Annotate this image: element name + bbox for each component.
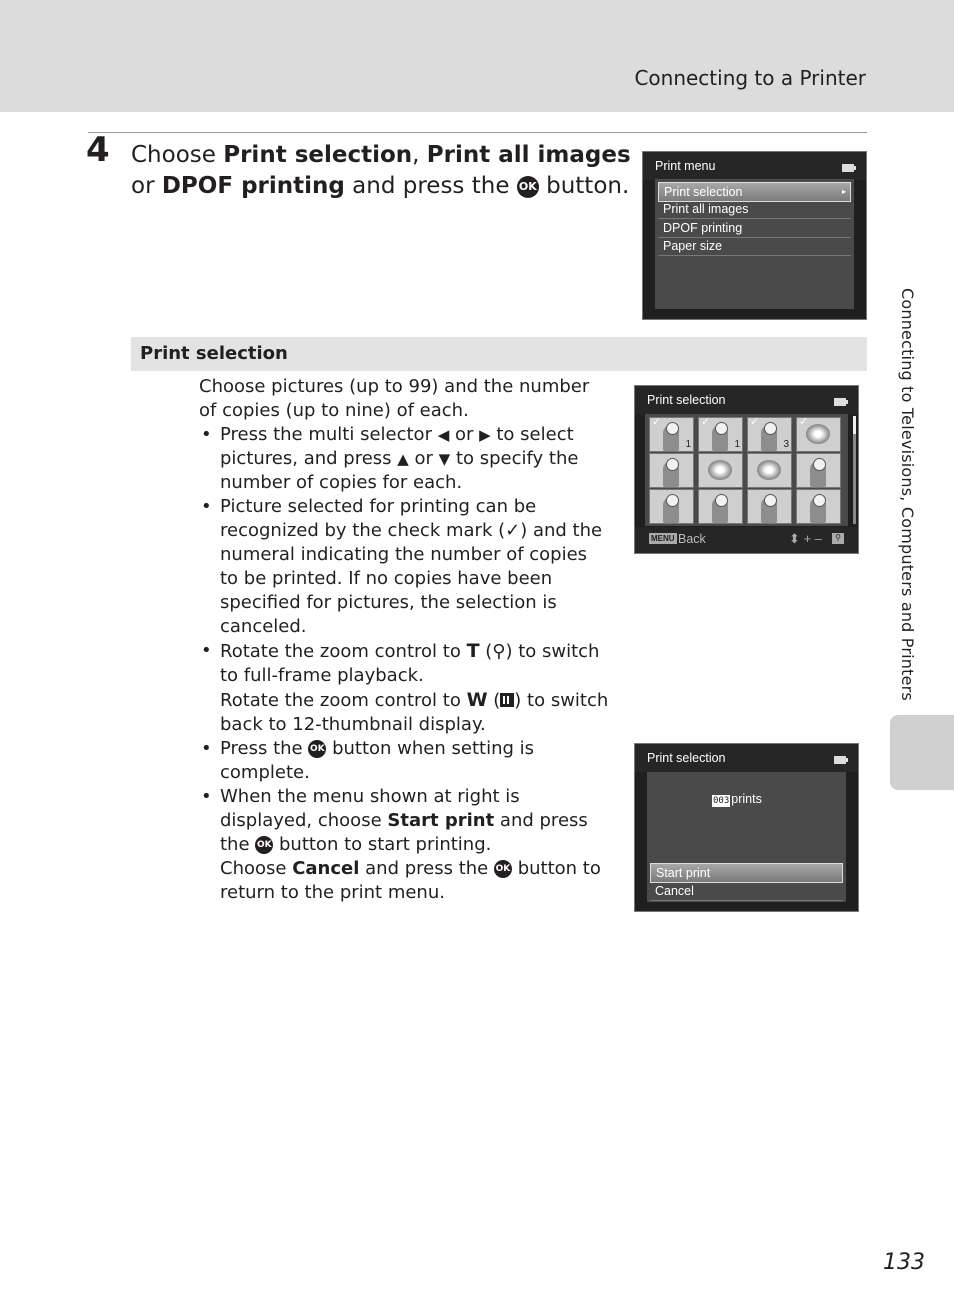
thumbnail[interactable] xyxy=(796,453,841,488)
arrow-right-icon: ▸ xyxy=(841,187,846,196)
menu-item-print-selection[interactable]: Print selection ▸ xyxy=(658,182,851,202)
battery-icon xyxy=(834,398,846,406)
check-mark-icon: ✓ xyxy=(505,520,521,541)
person-head xyxy=(813,458,826,471)
thumbnail[interactable] xyxy=(649,489,694,524)
subsection-heading: Print selection xyxy=(140,343,288,364)
thumbnail[interactable] xyxy=(747,489,792,524)
section-title: Connecting to a Printer xyxy=(634,66,866,90)
start-print-screen xyxy=(634,743,859,912)
screen-title: Print menu xyxy=(655,159,716,173)
list-item: • Rotate the zoom control to T (⚲) to switch to full-frame playback. Rotate the zoom control to W ( ) to switch back to 12-thumbnail display. xyxy=(199,639,609,737)
thumbnail[interactable] xyxy=(698,417,743,452)
thumbnail-icon xyxy=(500,693,514,707)
back-label: Back xyxy=(678,532,706,546)
list-item: • Picture selected for printing can be recognized by the check mark (✓) and the numeral indicating the number of copies to be printed. If no copies have been specified for pictures, the selection is canceled. xyxy=(199,495,609,639)
battery-icon xyxy=(842,164,854,172)
side-tab xyxy=(890,715,954,790)
copy-count: 3 xyxy=(783,439,789,450)
flower-image xyxy=(806,424,830,444)
instructions-body xyxy=(199,375,609,905)
ok-button-icon: OK xyxy=(255,836,273,854)
step-number: 4 xyxy=(86,130,110,170)
left-arrow-icon: ◀ xyxy=(437,426,450,444)
side-tab-label: Connecting to Televisions, Computers and Printers xyxy=(898,288,917,701)
zoom-icon: ⚲ xyxy=(832,533,844,544)
copy-count: 1 xyxy=(734,439,740,450)
person-head xyxy=(666,458,679,471)
zoom-w-label: W xyxy=(466,689,488,711)
print-selection-screen xyxy=(634,385,859,554)
person-head xyxy=(813,494,826,507)
thumbnail[interactable] xyxy=(649,417,694,452)
flower-image xyxy=(757,460,781,480)
menu-item-print-all-images[interactable]: Print all images xyxy=(658,200,851,219)
list-item: • Press the OK button when setting is complete. xyxy=(199,737,609,785)
menu-item-cancel[interactable]: Cancel xyxy=(650,882,843,901)
check-mark-icon: ✓ xyxy=(701,417,711,428)
person-head xyxy=(764,422,777,435)
person-head xyxy=(715,494,728,507)
flower-image xyxy=(708,460,732,480)
zoom-t-label: T xyxy=(466,640,480,662)
person-head xyxy=(764,494,777,507)
list-item: • Press the multi selector ◀ or ▶ to select pictures, and press ▲ or ▼ to specify the number of copies for each. xyxy=(199,423,609,495)
check-mark-icon: ✓ xyxy=(799,417,809,428)
list-item: • When the menu shown at right is displayed, choose Start print and press the OK button to start printing. Choose Cancel and press the OK button to return to the print menu. xyxy=(199,785,609,905)
ok-button-icon: OK xyxy=(494,860,512,878)
page-number: 133 xyxy=(883,1250,925,1275)
person-head xyxy=(666,422,679,435)
thumbnail[interactable] xyxy=(698,489,743,524)
menu-item-dpof-printing[interactable]: DPOF printing xyxy=(658,219,851,238)
person-head xyxy=(715,422,728,435)
subsection-heading-bar xyxy=(131,337,867,371)
battery-icon xyxy=(834,756,846,764)
ok-button-icon: OK xyxy=(308,740,326,758)
check-mark-icon: ✓ xyxy=(750,417,760,428)
prints-counter: 003 prints xyxy=(713,792,762,806)
menu-item-start-print[interactable]: Start print xyxy=(650,863,843,883)
updown-controls: ⬍ + – xyxy=(789,531,822,546)
magnify-icon: ⚲ xyxy=(492,641,506,662)
header-band xyxy=(0,0,954,112)
thumbnail[interactable] xyxy=(698,453,743,488)
thumbnail[interactable] xyxy=(796,417,841,452)
scrollbar[interactable] xyxy=(853,416,856,524)
thumbnail[interactable] xyxy=(649,453,694,488)
screen-title: Print selection xyxy=(647,751,726,765)
thumbnail[interactable] xyxy=(747,453,792,488)
intro-text: Choose pictures (up to 99) and the number of copies (up to nine) of each. xyxy=(199,376,590,421)
thumbnail[interactable] xyxy=(796,489,841,524)
screen-title: Print selection xyxy=(647,393,726,407)
thumbnail[interactable] xyxy=(747,417,792,452)
menu-button-icon: MENU xyxy=(651,534,675,543)
right-arrow-icon: ▶ xyxy=(479,426,491,444)
ok-button-icon: OK xyxy=(517,176,539,198)
divider xyxy=(88,132,867,133)
menu-item-paper-size[interactable]: Paper size xyxy=(658,237,851,256)
step-instruction: Choose Print selection, Print all images or DPOF printing and press the OK button. xyxy=(131,142,631,199)
check-mark-icon: ✓ xyxy=(652,417,662,428)
copy-count: 1 xyxy=(685,439,691,450)
person-head xyxy=(666,494,679,507)
up-arrow-icon: ▲ xyxy=(397,450,409,468)
down-arrow-icon: ▼ xyxy=(438,450,451,468)
instruction-list xyxy=(199,423,609,905)
print-menu-screen xyxy=(642,151,867,320)
